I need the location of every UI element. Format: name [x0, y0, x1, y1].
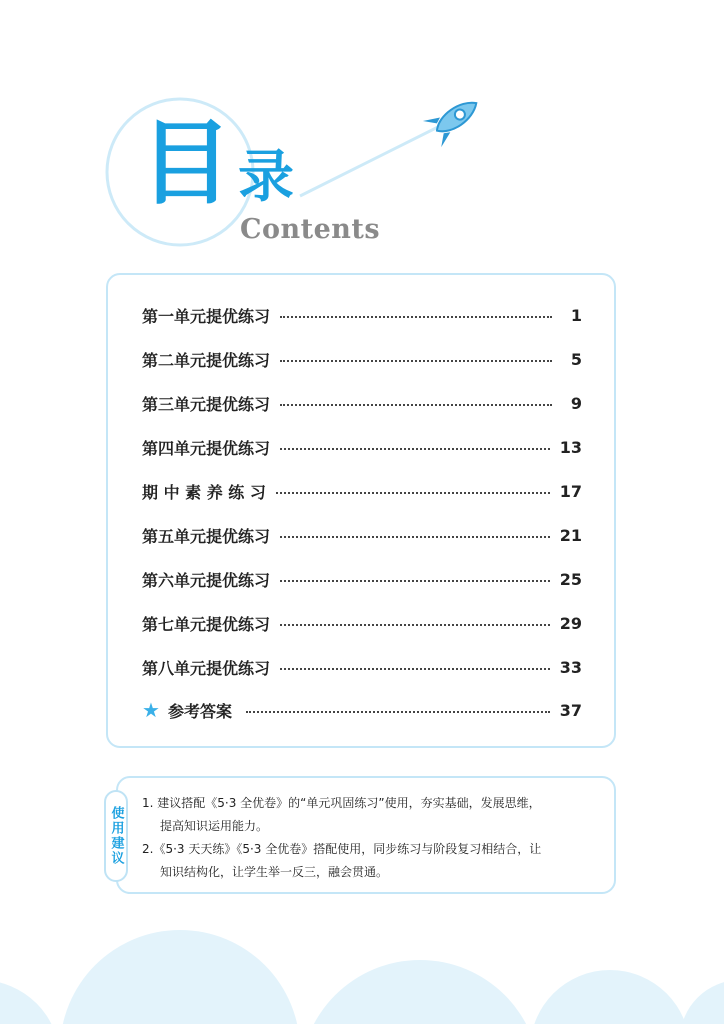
leader-dots: [246, 711, 550, 713]
toc-row[interactable]: [142, 654, 582, 680]
toc-row-page: 1: [570, 305, 582, 325]
toc-row[interactable]: [142, 610, 582, 636]
toc-row[interactable]: [142, 390, 582, 416]
toc-row-page: 25: [559, 569, 582, 589]
page-title-char-2: 录: [238, 145, 294, 210]
leader-dots: [280, 404, 552, 406]
toc-row-page: 29: [559, 613, 582, 633]
toc-row-page: 33: [559, 657, 582, 677]
page-title-char-1: 目: [140, 110, 233, 217]
toc-row-answers[interactable]: [142, 697, 582, 723]
tip-line: 2.《5·3 天天练》《5·3 全优卷》搭配使用，同步练习与阶段复习相结合，让: [142, 842, 542, 856]
toc-row-label: 第七单元提优练习: [142, 614, 271, 634]
leader-dots: [280, 360, 552, 362]
toc-row-label: 第八单元提优练习: [142, 658, 271, 678]
leader-dots: [280, 448, 550, 450]
toc-row-label: 第一单元提优练习: [142, 306, 271, 326]
toc-row-page: 21: [559, 525, 582, 545]
toc-row[interactable]: [142, 346, 582, 372]
toc-row-page: 5: [570, 349, 582, 369]
rocket-trail: [300, 126, 440, 196]
toc-row[interactable]: [142, 478, 582, 504]
leader-dots: [280, 580, 550, 582]
toc-row-label: 第五单元提优练习: [142, 526, 271, 546]
leader-dots: [280, 316, 552, 318]
cloud-decoration: [0, 930, 724, 1024]
page-subtitle-en: Contents: [240, 214, 381, 245]
toc-row-page: 9: [570, 393, 582, 413]
leader-dots: [280, 536, 550, 538]
toc-row-page: 37: [559, 700, 582, 720]
leader-dots: [280, 668, 550, 670]
toc-row-label: 期 中 素 养 练 习: [142, 482, 266, 502]
toc-row[interactable]: [142, 566, 582, 592]
toc-row-label: 第二单元提优练习: [142, 350, 271, 370]
leader-dots: [280, 624, 550, 626]
toc-row-label: 第六单元提优练习: [142, 570, 271, 590]
tip-line: 1. 建议搭配《5·3 全优卷》的“单元巩固练习”使用，夯实基础，发展思维，: [142, 796, 541, 810]
rocket-icon: [423, 90, 486, 147]
toc-row-page: 13: [559, 437, 582, 457]
toc-row[interactable]: [142, 302, 582, 328]
leader-dots: [276, 492, 550, 494]
toc-row-label: 第四单元提优练习: [142, 438, 271, 458]
toc-row-page: 17: [559, 481, 582, 501]
toc-row-label: 参考答案: [167, 701, 232, 721]
usage-tips-tab: [104, 790, 128, 882]
tip-line: 知识结构化，让学生举一反三，融会贯通。: [160, 865, 389, 879]
toc-row[interactable]: [142, 522, 582, 548]
tip-line: 提高知识运用能力。: [160, 819, 269, 833]
toc-row-label: 第三单元提优练习: [142, 394, 271, 414]
star-icon: ★: [142, 698, 160, 722]
toc-row[interactable]: [142, 434, 582, 460]
usage-tips-tab-label: 使用建议: [108, 806, 124, 866]
